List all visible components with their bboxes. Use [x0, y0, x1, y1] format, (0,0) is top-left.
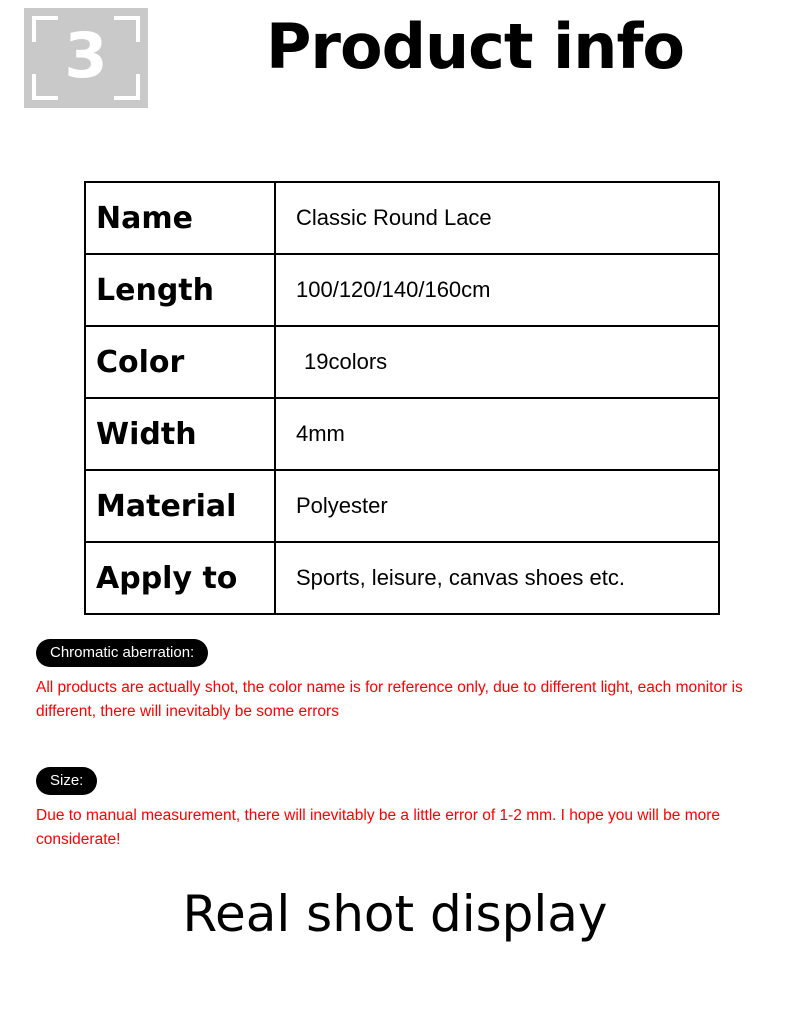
page-header — [0, 0, 790, 120]
spec-value-width: 4mm — [275, 398, 719, 470]
product-spec-table — [84, 181, 720, 615]
spec-value-name: Classic Round Lace — [275, 182, 719, 254]
table-row — [85, 470, 719, 542]
spec-value-length: 100/120/140/160cm — [275, 254, 719, 326]
spec-label-material: Material — [85, 470, 275, 542]
spec-value-color: 19colors — [275, 326, 719, 398]
spec-label-color: Color — [85, 326, 275, 398]
spec-label-width: Width — [85, 398, 275, 470]
bottom-spacer — [0, 977, 790, 1019]
spec-value-apply-to: Sports, leisure, canvas shoes etc. — [275, 542, 719, 614]
note-size-text: Due to manual measurement, there will inevitably be a little error of 1-2 mm. I hope you will be more considerate! — [36, 807, 721, 848]
table-row — [85, 542, 719, 614]
table-row — [85, 398, 719, 470]
step-badge-number: 3 — [64, 19, 108, 92]
note-size-label: Size: — [36, 767, 97, 795]
page-title: Product info — [265, 10, 685, 83]
note-chromatic-aberration-label: Chromatic aberration: — [36, 639, 208, 667]
table-row — [85, 254, 719, 326]
spec-value-material: Polyester — [275, 470, 719, 542]
table-row — [85, 326, 719, 398]
section-title-real-shot-display: Real shot display — [182, 885, 608, 943]
note-chromatic-aberration-text: All products are actually shot, the color name is for reference only, due to different light, each monitor is different, there will inevitably be some errors — [36, 679, 743, 720]
spec-label-name: Name — [85, 182, 275, 254]
spec-label-length: Length — [85, 254, 275, 326]
step-badge — [24, 8, 148, 108]
note-size — [36, 767, 766, 852]
spec-label-apply-to: Apply to — [85, 542, 275, 614]
note-chromatic-aberration — [36, 639, 766, 724]
table-row — [85, 182, 719, 254]
